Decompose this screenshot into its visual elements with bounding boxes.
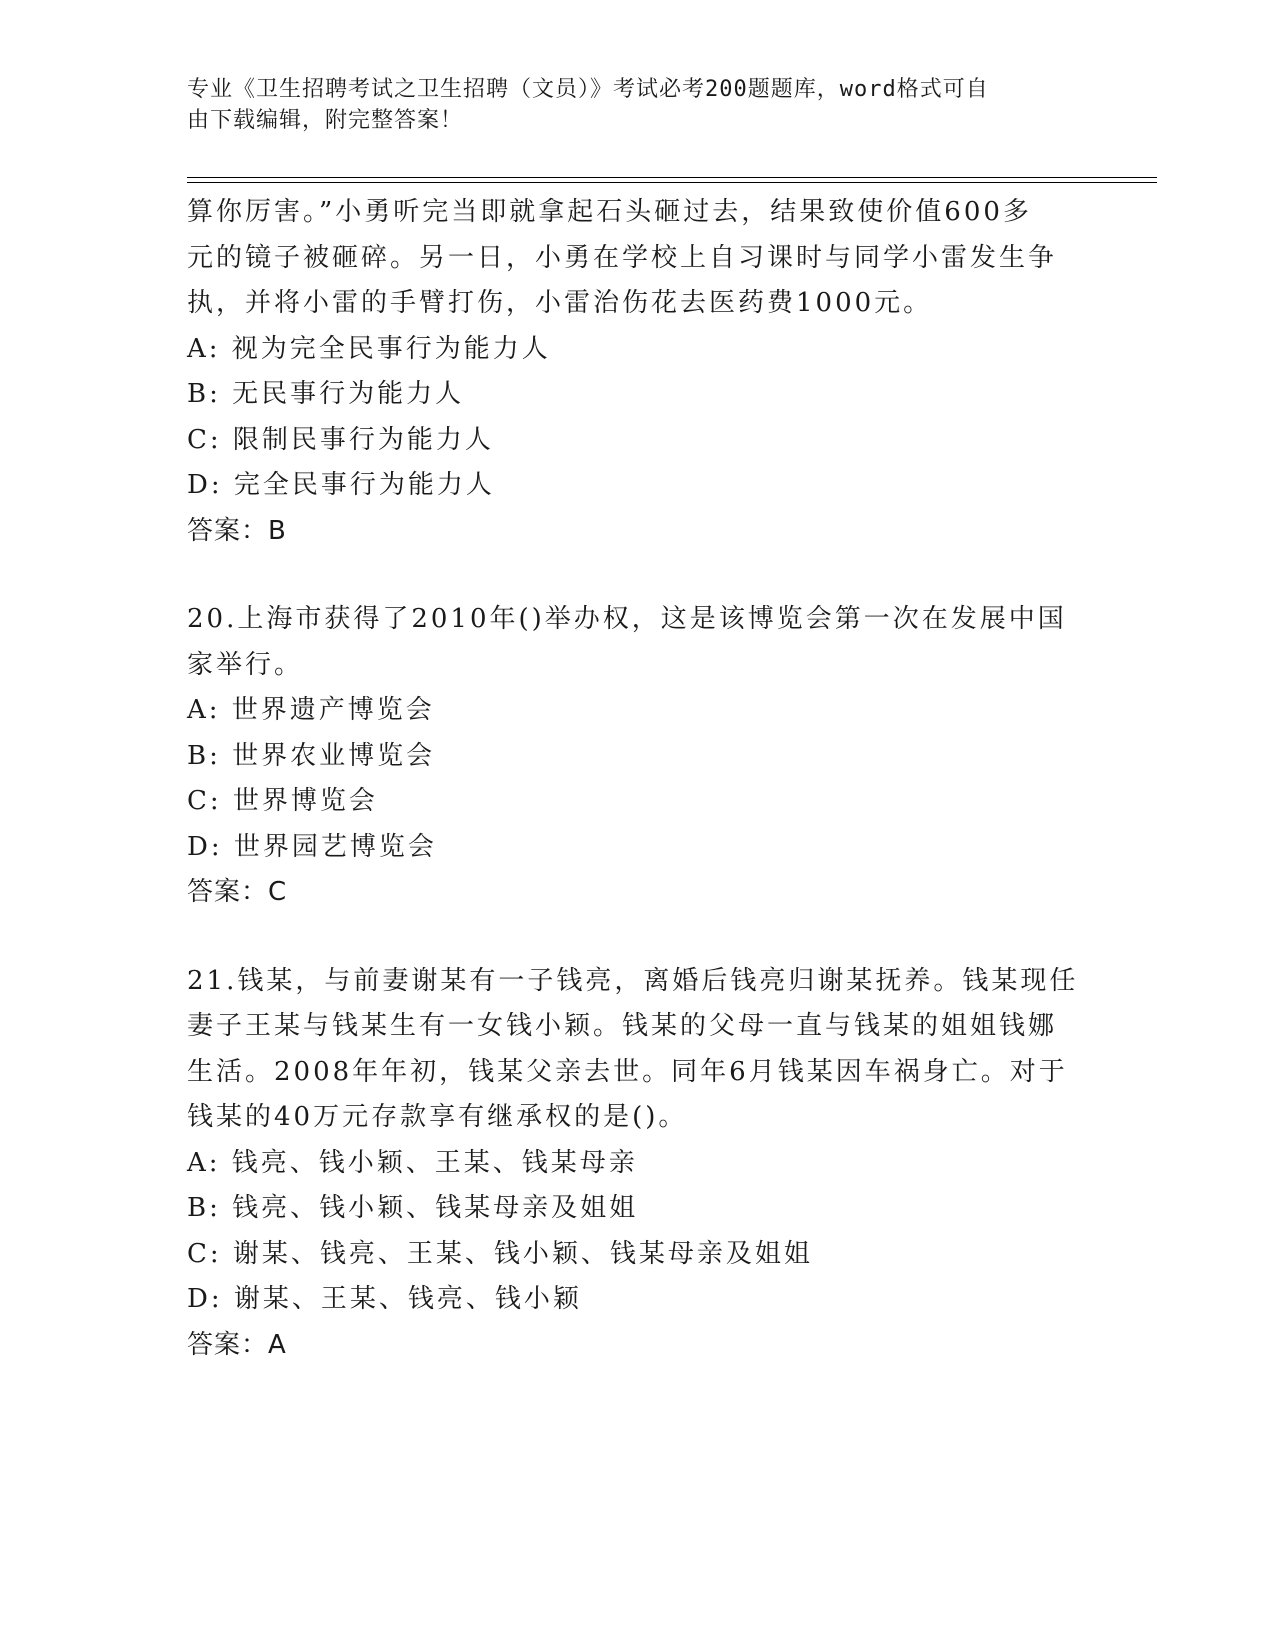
- question-text-line: 妻子王某与钱某生有一女钱小颖。钱某的父母一直与钱某的姐姐钱娜: [187, 1011, 1058, 1041]
- question-text-line: 元的镜子被砸碎。另一日，小勇在学校上自习课时与同学小雷发生争: [187, 242, 1058, 273]
- option-a: A: 世界遗产博览会: [187, 695, 435, 725]
- option-d: D: 世界园艺博览会: [187, 831, 437, 862]
- question-text-line: 执，并将小雷的手臂打伤，小雷治伤花去医药费1000元。: [187, 288, 933, 318]
- question-20: [187, 597, 1087, 916]
- option-b: B: 无民事行为能力人: [187, 379, 465, 409]
- question-text-line: 21.钱某，与前妻谢某有一子钱亮，离婚后钱亮归谢某抚养。钱某现任: [187, 965, 1079, 996]
- header-rule-bottom: [187, 182, 1157, 183]
- question-text-line: 20.上海市获得了2010年()举办权，这是该博览会第一次在发展中国: [187, 604, 1067, 634]
- option-d: D: 谢某、王某、钱亮、钱小颖: [187, 1284, 582, 1314]
- header-line-1: 专业《卫生招聘考试之卫生招聘（文员）》考试必考200题题库，word格式可自: [187, 77, 989, 102]
- question-continuation: [187, 190, 1087, 554]
- header-line-2: 由下载编辑，附完整答案！: [187, 108, 464, 133]
- option-c: C: 谢某、钱亮、王某、钱小颖、钱某母亲及姐姐: [187, 1238, 813, 1269]
- header-rule-top: [187, 177, 1157, 178]
- option-c: C: 世界博览会: [187, 786, 378, 816]
- option-a: A: 视为完全民事行为能力人: [187, 333, 551, 364]
- answer-line: 答案：A: [187, 1329, 287, 1360]
- option-c: C: 限制民事行为能力人: [187, 424, 494, 455]
- answer-line: 答案：B: [187, 515, 287, 546]
- question-text-line: 算你厉害。”小勇听完当即就拿起石头砸过去，结果致使价值600多: [187, 197, 1032, 227]
- option-d: D: 完全民事行为能力人: [187, 470, 495, 500]
- question-21: [187, 959, 1087, 1369]
- option-a: A: 钱亮、钱小颖、王某、钱某母亲: [187, 1147, 638, 1178]
- answer-line: 答案：C: [187, 877, 288, 907]
- document-body: [187, 190, 1087, 1368]
- question-text-line: 生活。2008年年初，钱某父亲去世。同年6月钱某因车祸身亡。对于: [187, 1056, 1068, 1087]
- option-b: B: 世界农业博览会: [187, 740, 436, 771]
- question-text-line: 家举行。: [187, 649, 304, 680]
- question-text-line: 钱某的40万元存款享有继承权的是()。: [187, 1102, 688, 1132]
- document-header: [187, 74, 1067, 136]
- option-b: B: 钱亮、钱小颖、钱某母亲及姐姐: [187, 1193, 639, 1223]
